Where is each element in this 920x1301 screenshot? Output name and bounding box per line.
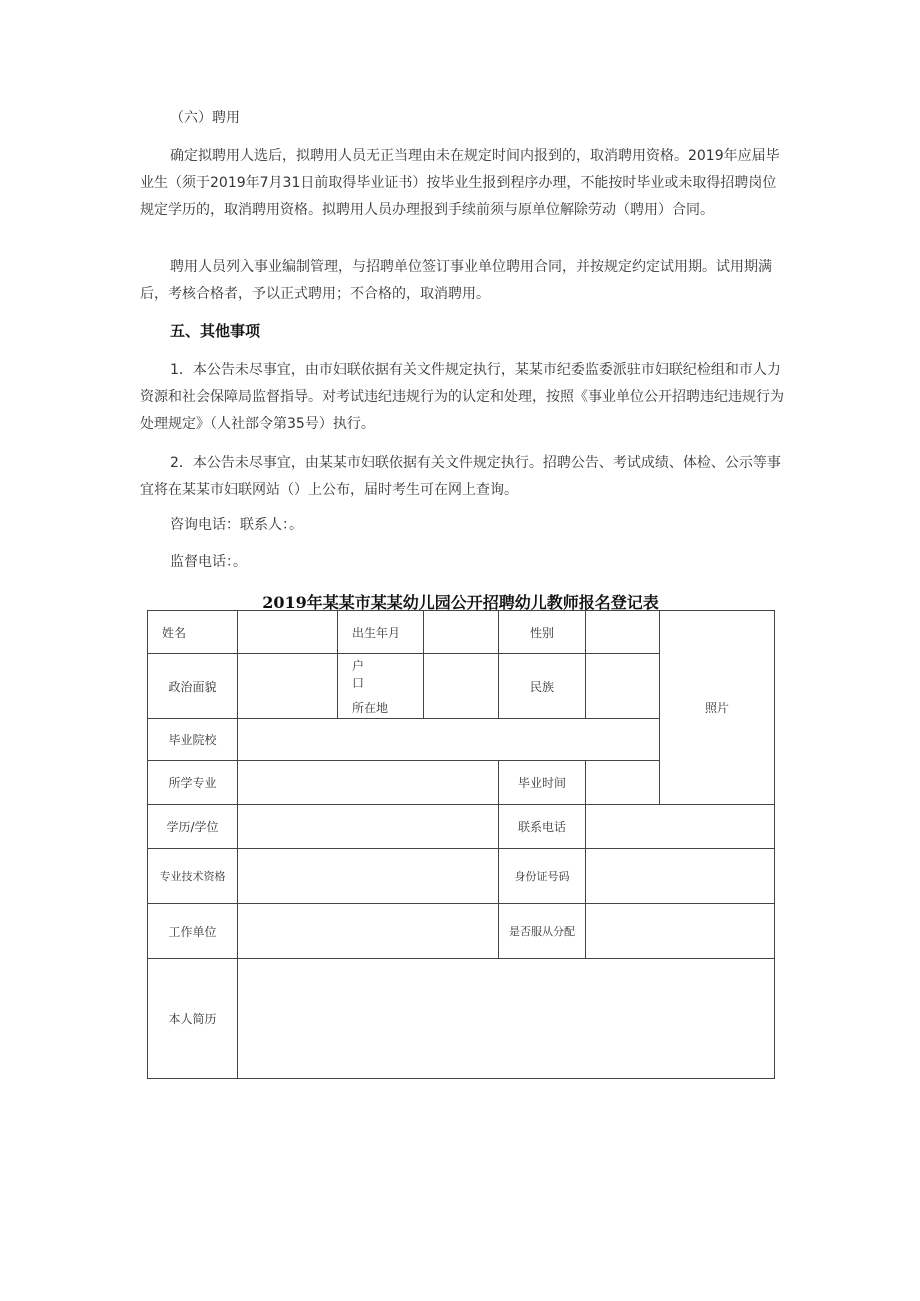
supervise-phone: 监督电话：。 — [170, 554, 247, 570]
label-hukou — [338, 654, 424, 719]
label-workplace: 工作单位 — [148, 904, 238, 959]
field-gender[interactable] — [586, 611, 660, 654]
field-workplace[interactable] — [238, 904, 499, 959]
label-phone: 联系电话 — [499, 805, 586, 849]
field-ethnic[interactable] — [586, 654, 660, 719]
photo-box[interactable] — [660, 611, 775, 805]
section-six-paragraph-1: 确定拟聘用人选后，拟聘用人员无正当理由未在规定时间内报到的，取消聘用资格。2019年应届毕业生（须于2019年7月31日前取得毕业证书）按毕业生报到程序办理，不能按时毕业或未取得招聘岗位规定学历的，取消聘用资格。拟聘用人员办理报到手续前须与原单位解除劳动（聘用）合同。 — [140, 148, 780, 218]
field-political[interactable] — [238, 654, 338, 719]
section-five-heading: 五、其他事项 — [170, 322, 261, 340]
field-name[interactable] — [238, 611, 338, 654]
field-grad-time[interactable] — [586, 761, 660, 805]
label-hukou-line-2: 所在地 — [352, 700, 389, 715]
section-six-paragraph-2: 聘用人员列入事业编制管理，与招聘单位签订事业单位聘用合同，并按规定约定试用期。试用期满后，考核合格者，予以正式聘用；不合格的，取消聘用。 — [140, 259, 772, 302]
section-five-item-2: 2．本公告未尽事宜，由某某市妇联依据有关文件规定执行。招聘公告、考试成绩、体检、公示等事宜将在某某市妇联网站（）上公布，届时考生可在网上查询。 — [140, 455, 781, 498]
field-qualification[interactable] — [238, 849, 499, 904]
label-obey: 是否服从分配 — [499, 904, 586, 959]
field-school[interactable] — [238, 719, 660, 761]
consult-phone: 咨询电话：联系人：。 — [170, 517, 303, 533]
label-political: 政治面貌 — [148, 654, 238, 719]
field-degree[interactable] — [238, 805, 499, 849]
section-six-title: （六）聘用 — [170, 110, 240, 126]
field-obey[interactable] — [586, 904, 775, 959]
label-id-number: 身份证号码 — [499, 849, 586, 904]
field-hukou[interactable] — [424, 654, 499, 719]
label-hukou-line-1 — [338, 657, 423, 691]
field-major[interactable] — [238, 761, 499, 805]
field-birth[interactable] — [424, 611, 499, 654]
form-title: 2019年某某市某某幼儿园公开招聘幼儿教师报名登记表 — [262, 593, 659, 612]
label-birth: 出生年月 — [338, 611, 424, 654]
field-resume[interactable] — [238, 959, 775, 1079]
field-phone[interactable] — [586, 805, 775, 849]
label-gender: 性别 — [499, 611, 586, 654]
label-major: 所学专业 — [148, 761, 238, 805]
section-five-item-1: 1．本公告未尽事宜，由市妇联依据有关文件规定执行，某某市纪委监委派驻市妇联纪检组和市人力资源和社会保障局监督指导。对考试违纪违规行为的认定和处理，按照《事业单位公开招聘违纪违规行为处理规定》（人社部令第35号）执行。 — [140, 362, 784, 432]
label-school: 毕业院校 — [148, 719, 238, 761]
label-grad-time: 毕业时间 — [499, 761, 586, 805]
label-resume: 本人简历 — [148, 959, 238, 1079]
label-ethnic: 民族 — [499, 654, 586, 719]
field-id-number[interactable] — [586, 849, 775, 904]
label-qualification: 专业技术资格 — [148, 849, 238, 904]
label-photo: 照片 — [704, 701, 729, 715]
label-hukou-text: 户口 — [352, 658, 387, 690]
registration-form-table — [147, 610, 775, 1079]
label-degree: 学历/学位 — [148, 805, 238, 849]
label-name: 姓名 — [148, 611, 238, 654]
